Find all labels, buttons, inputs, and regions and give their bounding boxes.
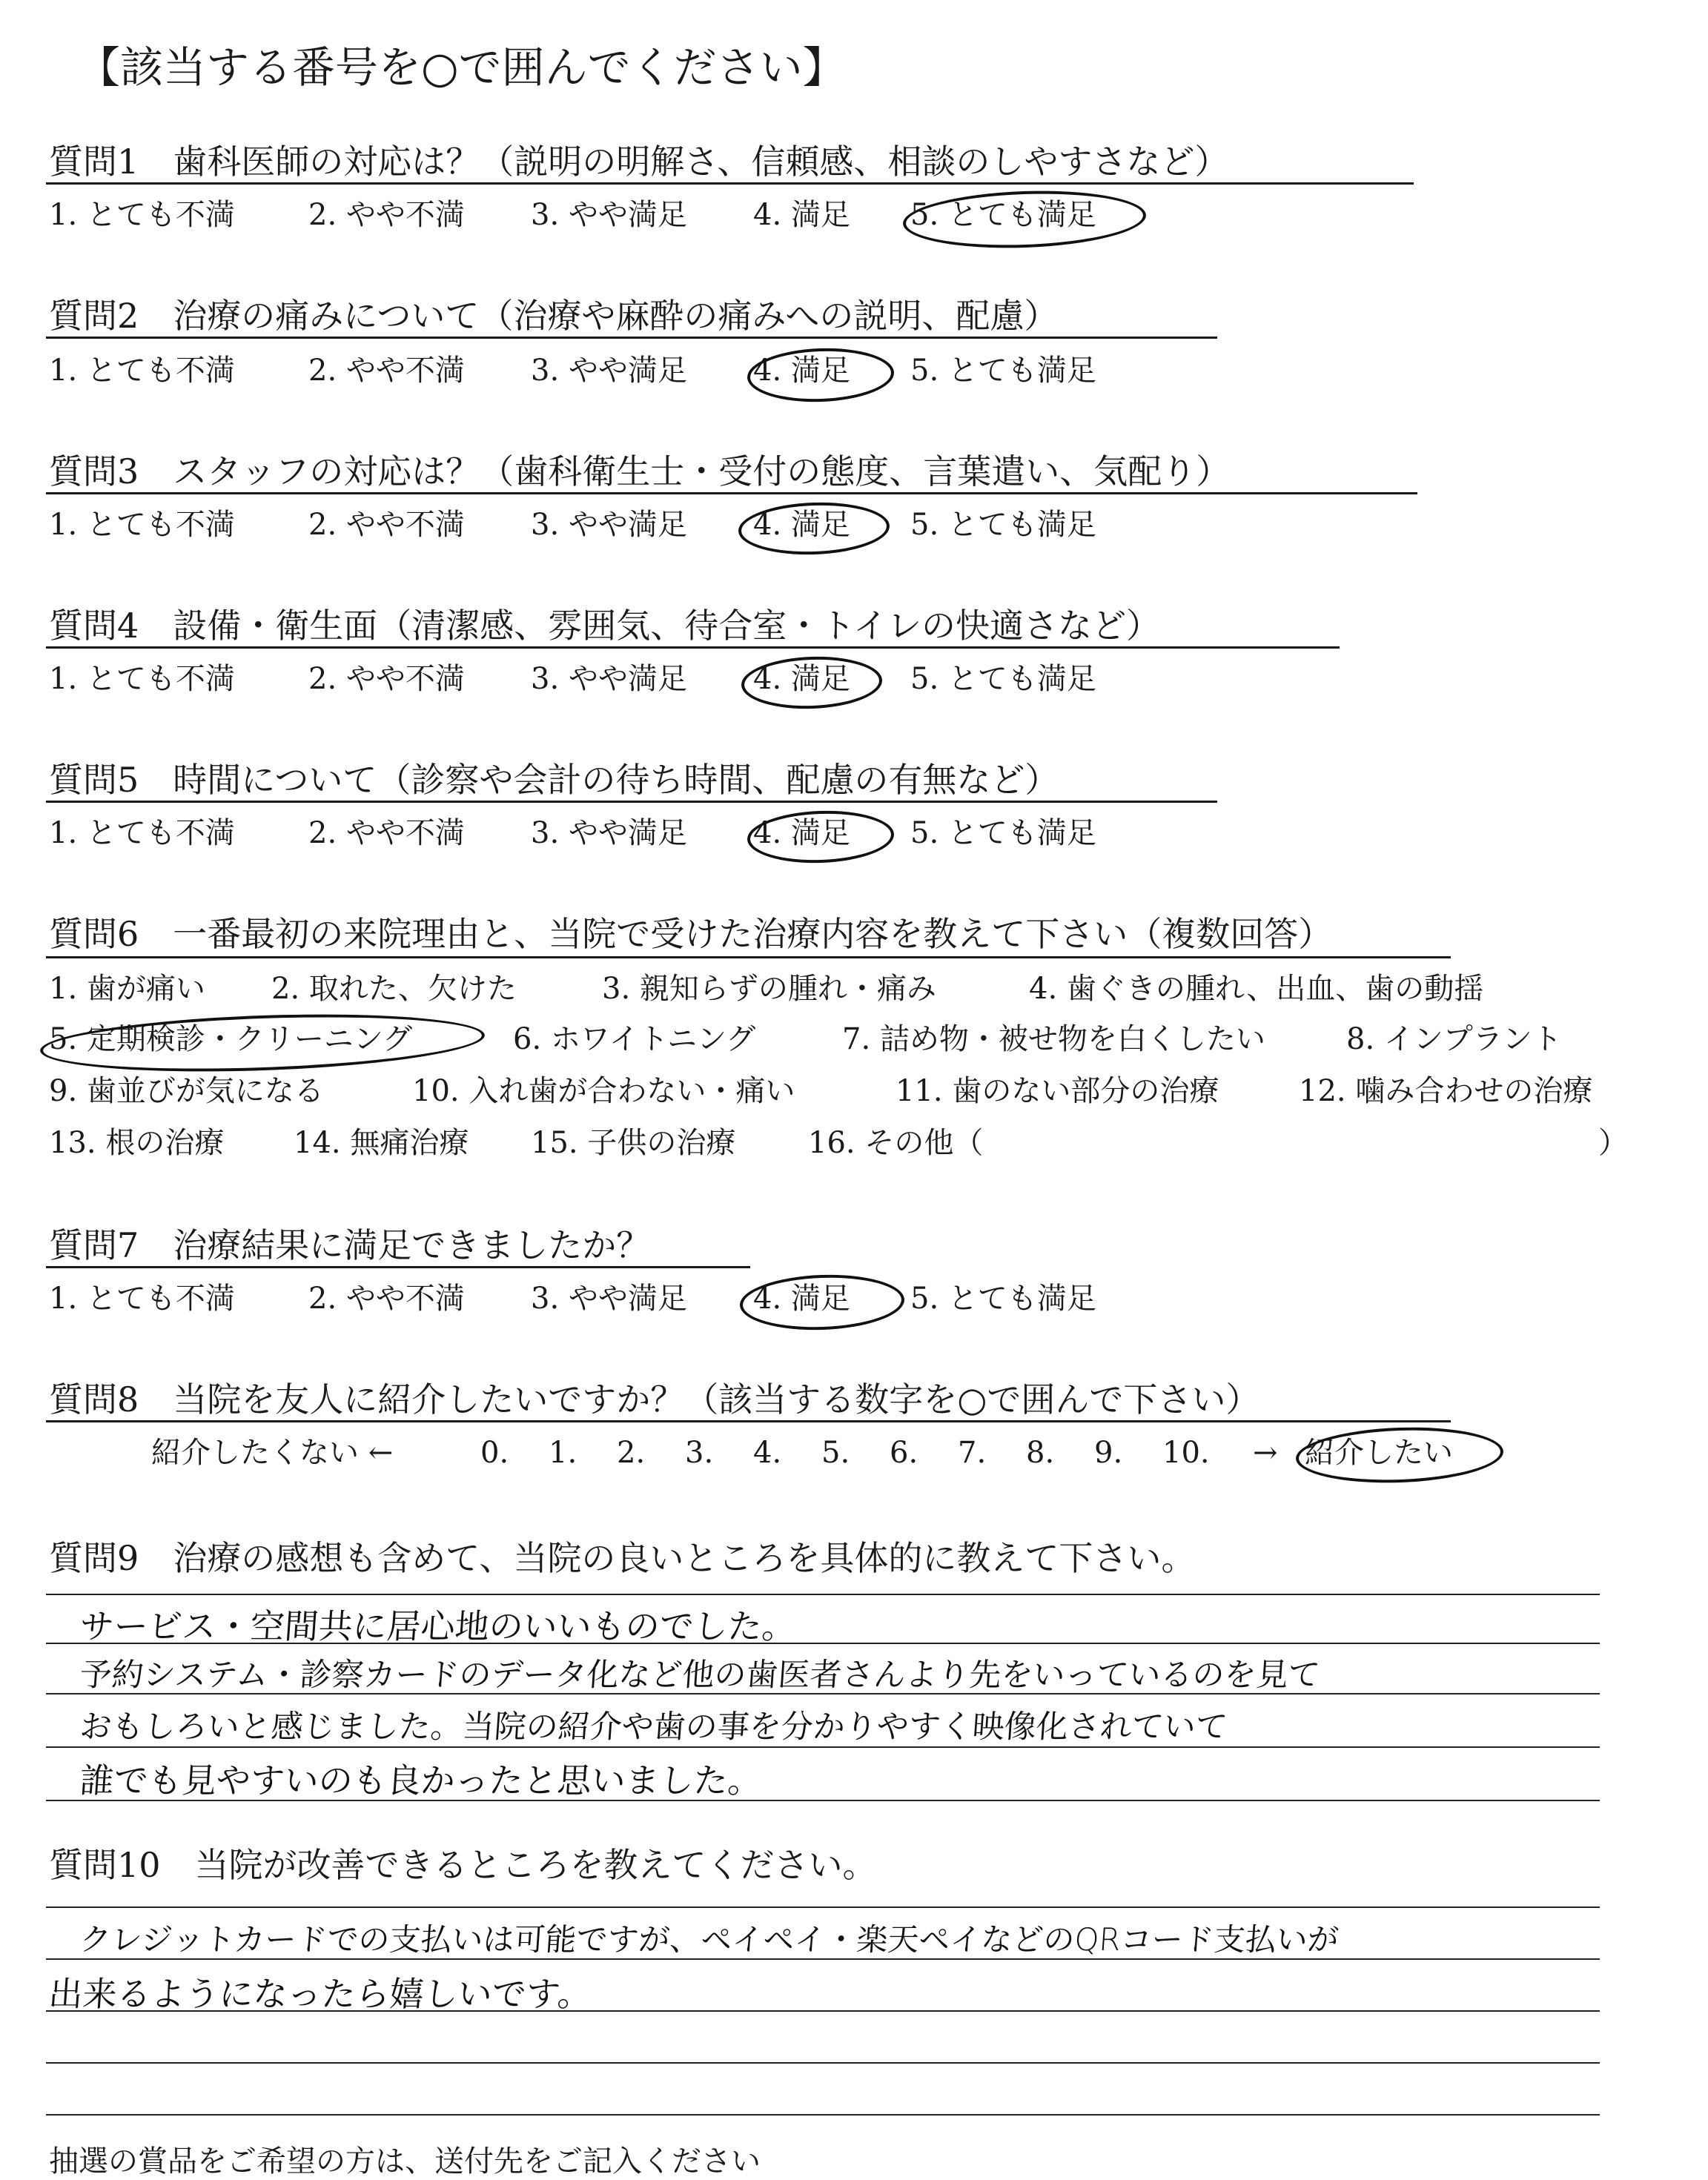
question-5-underline [46, 801, 1217, 803]
q6-option-7[interactable]: 7. 詰め物・被せ物を白くしたい [842, 1022, 1265, 1056]
question-9-title: 質問9 治療の感想も含めて、当院の良いところを具体的に教えて下さい。 [49, 1538, 1196, 1578]
q8-score-7[interactable]: 7. [958, 1436, 987, 1470]
q6-option-5[interactable]: 5. 定期検診・クリーニング [49, 1022, 413, 1056]
q8-right-label[interactable]: 紹介したい [1305, 1436, 1453, 1470]
q4-option-5[interactable]: 5. とても満足 [910, 662, 1096, 696]
q8-score-10[interactable]: 10. [1162, 1436, 1210, 1470]
q4-option-4[interactable]: 4. 満足 [753, 662, 850, 696]
q9-answer-line-1[interactable]: サービス・空間共に居心地のいいものでした。 [78, 1606, 798, 1646]
question-3-title: 質問3 スタッフの対応は？（歯科衛生士・受付の態度、言葉遣い、気配り） [49, 451, 1231, 491]
question-1-title: 質問1 歯科医師の対応は？（説明の明解さ、信頼感、相談のしやすさなど） [49, 142, 1229, 182]
q6-option-2[interactable]: 2. 取れた、欠けた [271, 972, 517, 1006]
question-4-title: 質問4 設備・衛生面（清潔感、雰囲気、待合室・トイレの快適さなど） [49, 606, 1160, 646]
q8-score-9[interactable]: 9. [1094, 1436, 1123, 1470]
question-7-title: 質問7 治療結果に満足できましたか？ [49, 1225, 651, 1265]
q6-option-3[interactable]: 3. 親知らずの腫れ・痛み [602, 972, 936, 1006]
q5-option-1[interactable]: 1. とても不満 [49, 816, 235, 850]
q7-option-2[interactable]: 2. やや不満 [308, 1282, 465, 1316]
q8-score-5[interactable]: 5. [821, 1436, 850, 1470]
question-6-title: 質問6 一番最初の来院理由と、当院で受けた治療内容を教えて下さい（複数回答） [49, 914, 1333, 954]
q8-score-2[interactable]: 2. [617, 1436, 646, 1470]
q4-option-2[interactable]: 2. やや不満 [308, 662, 465, 696]
bottom-note: 抽選の賞品をご希望の方は、送付先をご記入ください [49, 2144, 761, 2179]
q7-option-1[interactable]: 1. とても不満 [49, 1282, 235, 1316]
q10-answer-line-1[interactable]: クレジットカードでの支払いは可能ですが、ペイペイ・楽天ペイなどのQRコード支払いが [79, 1921, 1340, 1958]
q2-option-1[interactable]: 1. とても不満 [49, 354, 235, 388]
q6-option-4[interactable]: 4. 歯ぐきの腫れ、出血、歯の動揺 [1029, 972, 1484, 1006]
q6-other-close-paren: ） [1598, 1126, 1628, 1160]
q6-option-6[interactable]: 6. ホワイトニング [513, 1022, 756, 1056]
q6-option-15[interactable]: 15. 子供の治療 [531, 1126, 736, 1160]
question-8-underline [46, 1420, 1451, 1422]
q8-score-0[interactable]: 0. [480, 1436, 509, 1470]
q9-answer-line-4[interactable]: 誰でも見やすいのも良かったと思いました。 [78, 1760, 764, 1800]
q3-option-1[interactable]: 1. とても不満 [49, 508, 235, 542]
question-5-title: 質問5 時間について（診察や会計の待ち時間、配慮の有無など） [49, 760, 1059, 800]
q1-option-4[interactable]: 4. 満足 [753, 198, 850, 232]
q3-option-3[interactable]: 3. やや満足 [531, 508, 687, 542]
q2-option-5[interactable]: 5. とても満足 [910, 354, 1096, 388]
q6-option-1[interactable]: 1. 歯が痛い [49, 972, 205, 1006]
q5-option-4[interactable]: 4. 満足 [753, 816, 850, 850]
question-7-underline [46, 1266, 750, 1268]
question-10-title: 質問10 当院が改善できるところを教えてください。 [49, 1845, 877, 1885]
q6-option-14[interactable]: 14. 無痛治療 [294, 1126, 469, 1160]
q6-option-11[interactable]: 11. 歯のない部分の治療 [896, 1074, 1219, 1108]
question-1-underline [46, 182, 1414, 185]
q6-option-13[interactable]: 13. 根の治療 [49, 1126, 225, 1160]
q7-option-5[interactable]: 5. とても満足 [910, 1282, 1096, 1316]
q6-option-16[interactable]: 16. その他（ [808, 1126, 984, 1160]
q8-left-label: 紹介したくない ← [151, 1436, 394, 1470]
q4-option-3[interactable]: 3. やや満足 [531, 662, 687, 696]
q3-option-2[interactable]: 2. やや不満 [308, 508, 465, 542]
answer-line [46, 1594, 1600, 1595]
answer-line [46, 2114, 1600, 2116]
q1-option-3[interactable]: 3. やや満足 [531, 198, 687, 232]
question-8-title: 質問8 当院を友人に紹介したいですか？（該当する数字を○で囲んで下さい） [49, 1379, 1260, 1419]
q1-option-1[interactable]: 1. とても不満 [49, 198, 235, 232]
q7-option-4[interactable]: 4. 満足 [753, 1282, 850, 1316]
answer-line [46, 2062, 1600, 2064]
q1-option-5[interactable]: 5. とても満足 [910, 198, 1096, 232]
q7-option-3[interactable]: 3. やや満足 [531, 1282, 687, 1316]
q8-score-8[interactable]: 8. [1026, 1436, 1055, 1470]
q8-score-4[interactable]: 4. [753, 1436, 782, 1470]
q2-option-2[interactable]: 2. やや不満 [308, 354, 465, 388]
q1-option-2[interactable]: 2. やや不満 [308, 198, 465, 232]
q2-option-3[interactable]: 3. やや満足 [531, 354, 687, 388]
q6-option-8[interactable]: 8. インプラント [1346, 1022, 1562, 1056]
q8-score-1[interactable]: 1. [549, 1436, 577, 1470]
q9-answer-line-2[interactable]: 予約システム・診察カードのデータ化など他の歯医者さんより先をいっているのを見て [79, 1657, 1322, 1694]
q5-option-2[interactable]: 2. やや不満 [308, 816, 465, 850]
q8-right-arrow: → [1253, 1436, 1278, 1470]
q6-option-10[interactable]: 10. 入れ歯が合わない・痛い [412, 1074, 795, 1108]
q5-option-5[interactable]: 5. とても満足 [910, 816, 1096, 850]
q9-answer-line-3[interactable]: おもしろいと感じました。当院の紹介や歯の事を分かりやすく映像化されていて [79, 1709, 1229, 1746]
instruction-heading: 【該当する番号を○で囲んでください】 [77, 42, 846, 93]
question-6-options [0, 971, 1708, 1171]
q4-option-1[interactable]: 1. とても不満 [49, 662, 235, 696]
q8-score-6[interactable]: 6. [890, 1436, 918, 1470]
question-4-underline [46, 646, 1340, 649]
answer-line [46, 1906, 1600, 1908]
q10-answer-line-2[interactable]: 出来るようになったら嬉しいです。 [47, 1974, 594, 2014]
question-1-options [0, 197, 1708, 234]
question-2-underline [46, 337, 1217, 339]
q6-option-12[interactable]: 12. 噛み合わせの治療 [1299, 1074, 1593, 1108]
q6-option-9[interactable]: 9. 歯並びが気になる [49, 1074, 324, 1108]
q8-score-3[interactable]: 3. [685, 1436, 714, 1470]
selection-circle-q8 [1295, 1424, 1504, 1486]
question-6-underline [46, 956, 1451, 958]
question-2-title: 質問2 治療の痛みについて（治療や麻酔の痛みへの説明、配慮） [49, 296, 1059, 336]
q5-option-3[interactable]: 3. やや満足 [531, 816, 687, 850]
q2-option-4[interactable]: 4. 満足 [753, 354, 850, 388]
q3-option-5[interactable]: 5. とても満足 [910, 508, 1096, 542]
question-3-underline [46, 492, 1417, 494]
q3-option-4[interactable]: 4. 満足 [753, 508, 850, 542]
